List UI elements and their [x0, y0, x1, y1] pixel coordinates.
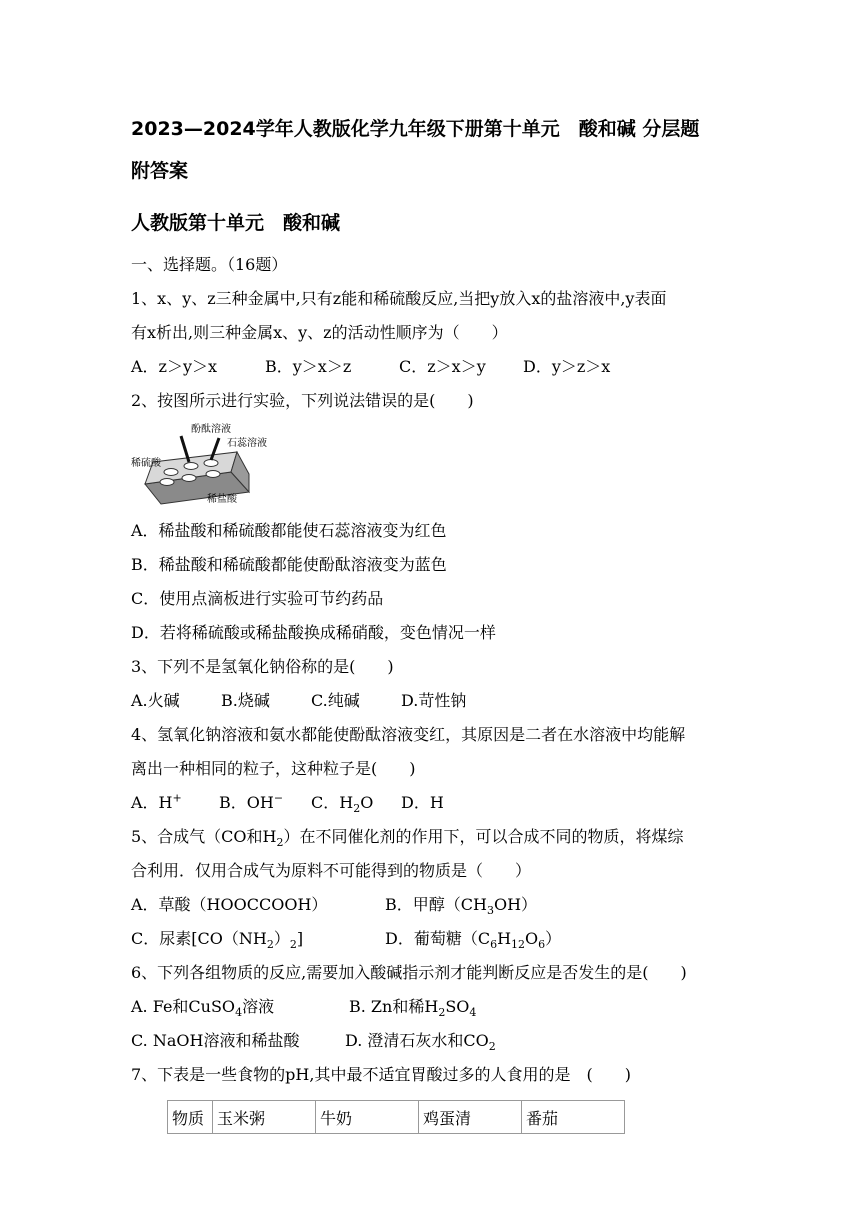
q4-line2: 离出一种相同的粒子，这种粒子是( ) — [131, 759, 416, 778]
q3-stem: 3、下列不是氢氧化钠俗称的是( ) — [131, 657, 394, 676]
q1-line2: 有x析出,则三种金属x、y、z的活动性顺序为（ ） — [131, 323, 508, 342]
q3-option-d: D.苛性钠 — [401, 691, 467, 710]
doc-title-line1: 2023—2024学年人教版化学九年级下册第十单元 酸和碱 分层题 — [131, 118, 700, 140]
q1-options — [131, 350, 731, 384]
q6-option-b: B. Zn和稀$H_2SO_4$ — [349, 997, 477, 1020]
document-page — [131, 108, 731, 1134]
label-hydrochloric-acid: 稀盐酸 — [207, 494, 237, 505]
label-litmus: 石蕊溶液 — [227, 438, 267, 449]
table-header-cell: 物质 — [168, 1101, 213, 1134]
food-ph-table — [167, 1100, 625, 1134]
q2-stem: 2、按图所示进行实验，下列说法错误的是( ) — [131, 391, 474, 410]
q2-option-a: A．稀盐酸和稀硫酸都能使石蕊溶液变为红色 — [131, 521, 447, 540]
q6-options-ab — [131, 990, 731, 1024]
q2-option-d: D．若将稀硫酸或稀盐酸换成稀硝酸，变色情况一样 — [131, 623, 496, 642]
q5-option-d: D．葡萄糖$(C_6H_{12}O_6)$ — [385, 929, 562, 952]
q1-option-d: D．y＞z＞x — [523, 357, 611, 376]
q2-option-c: C．使用点滴板进行实验可节约药品 — [131, 589, 384, 608]
q6-option-a: A. Fe和CuSO$_4$溶液 — [131, 997, 275, 1020]
doc-title-line2: 附答案 — [131, 160, 189, 182]
label-phenolphthalein: 酚酞溶液 — [191, 424, 231, 435]
q1-option-c: C．z＞x＞y — [399, 357, 486, 376]
q6-option-d: D. 澄清石灰水和$CO_2$ — [345, 1031, 496, 1054]
q3-option-c: C.纯碱 — [311, 691, 360, 710]
table-header-cell: 玉米粥 — [213, 1101, 316, 1134]
q5-option-a: A．草酸（HOOCCOOH） — [131, 895, 328, 914]
q4-line1: 4、氢氧化钠溶液和氨水都能使酚酞溶液变红，其原因是二者在水溶液中均能解 — [131, 725, 686, 744]
q1-line1: 1、x、y、z三种金属中,只有z能和稀硫酸反应,当把y放入x的盐溶液中,y表面 — [131, 289, 667, 308]
table-header-cell: 牛奶 — [316, 1101, 419, 1134]
q5-line1: 5、合成气（CO和$H_2$）在不同催化剂的作用下，可以合成不同的物质，将煤综 — [131, 827, 684, 850]
q6-stem: 6、下列各组物质的反应,需要加入酸碱指示剂才能判断反应是否发生的是( ) — [131, 963, 687, 982]
q6-option-c: C. NaOH溶液和稀盐酸 — [131, 1031, 300, 1050]
q5-line2: 合利用．仅用合成气为原料不可能得到的物质是（ ） — [131, 861, 532, 880]
q2-option-b: B．稀盐酸和稀硫酸都能使酚酞溶液变为蓝色 — [131, 555, 447, 574]
q4-option-b: B．OH− — [219, 791, 284, 812]
q4-option-a: A．H+ — [131, 791, 182, 812]
q3-options — [131, 684, 731, 718]
q3-option-a: A.火碱 — [131, 691, 180, 710]
q4-options — [131, 786, 731, 820]
q4-option-c: C．$H_2O$ — [311, 793, 374, 816]
q5-options-ab — [131, 888, 731, 922]
q1-option-b: B．y＞x＞z — [265, 357, 352, 376]
doc-subtitle: 人教版第十单元 酸和碱 — [131, 212, 341, 234]
q7-stem: 7、下表是一些食物的pH,其中最不适宜胃酸过多的人食用的是 ( ) — [131, 1065, 631, 1084]
q1-option-a: A．z＞y＞x — [131, 357, 218, 376]
table-header-cell: 鸡蛋清 — [419, 1101, 522, 1134]
q5-options-cd — [131, 922, 731, 956]
q6-options-cd — [131, 1024, 731, 1058]
q3-option-b: B.烧碱 — [221, 691, 270, 710]
q5-option-b: B．甲醇$(CH_3OH)$ — [385, 895, 538, 918]
table-row — [168, 1101, 625, 1134]
spot-plate-figure — [131, 422, 267, 506]
section-heading: 一、选择题。（16题） — [131, 255, 288, 274]
q5-option-c: C．尿素$[CO(NH_2)_2]$ — [131, 929, 304, 952]
q4-option-d: D．H — [401, 793, 444, 812]
table-header-cell: 番茄 — [522, 1101, 625, 1134]
label-sulfuric-acid: 稀硫酸 — [131, 458, 161, 469]
